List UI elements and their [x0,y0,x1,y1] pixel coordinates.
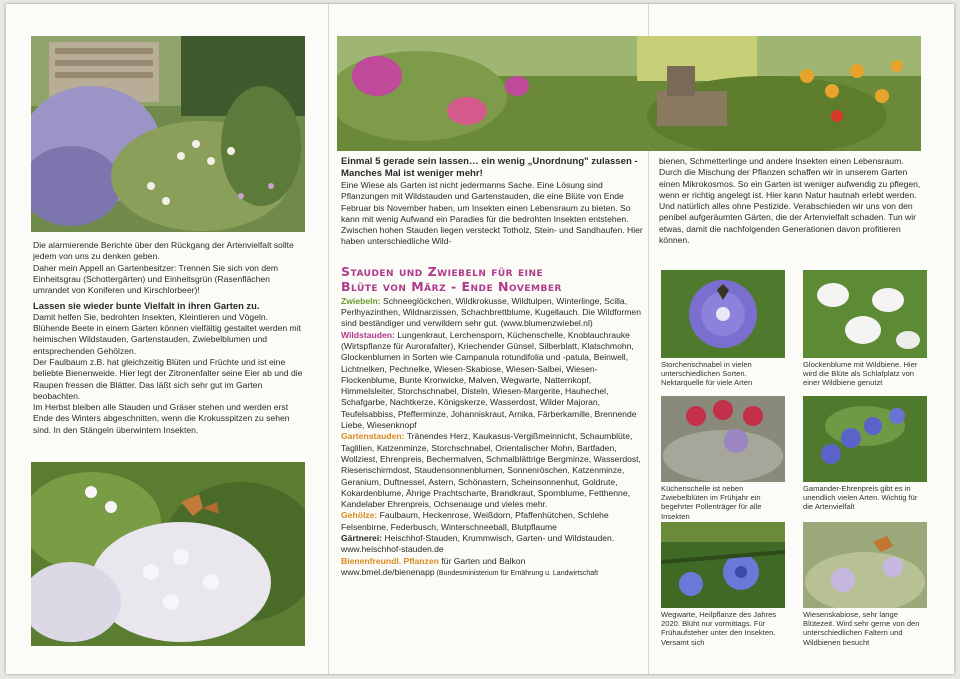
footer-note: (Bundesministerium für Ernährung u. Landwirtschaft [434,569,599,577]
plant-section [341,296,645,330]
photo-caption: Glockenblume mit Wildbiene. Hier wird die Blüte als Schlafplatz von einer Wildbiene genutzt [803,360,918,388]
section-text: Faulbaum, Heckenrose, Weißdorn, Pfaffenhütchen, Schlehe Felsenbirne, Federbusch, Winterschneeball, Blutpflaume [341,510,609,532]
section-label: Wildstauden: [341,329,395,340]
footer-line [341,567,645,579]
body-paragraph: Im Herbst bleiben alle Stauden und Gräser stehen und werden erst Ende des Winters abgeschnitten, wenn die Krokusspitzen zu sehen sind. In den Stängeln überwintern Insekten. [33,402,290,435]
plant-section [341,431,645,510]
section-text: Heischhof-Stauden, Krummwisch, Garten- und Wildstauden. www.heischhof-stauden.de [341,533,615,555]
gamander-ehrenpreis-photo [803,396,927,482]
garden-bench-photo [31,36,305,232]
white-flowers-butterfly-photo [31,462,305,646]
plant-section [341,510,645,533]
section-text: Lungenkraut, Lerchensporn, Küchenschelle, Knoblauchrauke (Wirtspflanze für Aurorafalter), Kriechender Günsel, Silberblatt, Klatschmohn, Glockenblumen in Sorten wie Campanula rotundifolia und -patula, Beinwell, Lichtnelken, Pechnelke, Wiesen-Skabiose, Wiesen-Salbei, Wiesen-Flockenblume, Bunte Kronwicke, Malven, Wegwarte, Natternkopf, Himmelsleiter, Storchschnabel, Disteln, Wiesen-Margerite, Hauhechel, Schafgarbe, Nachtkerze, Königskerze, Wasserdost, Wilder Majoran, Teufelsabbiss, Pfefferminze, Johanniskraut, Arnika, Färberkamille, Brennende Liebe, Wiesenknopf [341,329,637,431]
section-label: Zwiebeln: [341,295,381,306]
section-headline: Stauden und Zwiebeln für eine [341,263,544,279]
section-label: Bienenfreundl. Pflanzen [341,555,439,566]
section-headline: Blüte von März - Ende November [341,278,562,294]
left-text [33,240,305,436]
wiesenskabiose-photo [803,522,927,608]
photo-caption: Storchenschnabel in vielen unterschiedlichen Sorten. Nektarquelle für viele Arten [661,360,753,388]
body-paragraph: Damit helfen Sie, bedrohten Insekten, Kleintieren und Vögeln. [33,311,269,322]
storchschnabel-photo [661,270,785,358]
continued-paragraph: bienen, Schmetterlinge und andere Insekten einen Lebensraum. Durch die Mischung der Pflanzen schaffen wir in unserem Garten einen Mikrokosmos. So ein Garten ist weniger aufwendig zu pflegen, wenn er richtig angelegt ist. Hier kann Natur hautnah erlebt werden. Und natürlich alles ohne Pestizide. Verabschieden wir uns von den penibel aufgeräumten Gärten, die der Artenvielfalt schaden. Tun wir etwas, damit die nachfolgenden Generationen davon profitieren können. [659,156,921,246]
lead-paragraph: Eine Wiese als Garten ist nicht jedermanns Sache. Eine Lösung sind Pflanzungen mit Wildstauden und Gartenstauden, die eine Blüte von Ende Februar bis November haben, um Insekten einen Lebensraum zu bieten. So kann mit wenig Aufwand ein Paradies für die bedrohten Insekten entstehen. Zwischen hohen Stauden liegen versteckt Totholz, Stein- und Sandhaufen. Hier haben unterschiedliche Wild- [341,180,643,247]
wegwarte-photo [661,522,785,608]
section-text: Schneeglöckchen, Wildkrokusse, Wildtulpen, Winterlinge, Scilla, Perlhyazinthen, Wildnarzissen, Schachbrettblume, Kugellauch. Die Wildformen sind beständiger und verwildern sehr gut. (www.blumenzwiebel.nl) [341,295,641,329]
body-paragraph: Der Faulbaum z.B. hat gleichzeitig Blüten und Früchte und ist eine beliebte Bienenweide. Hier legt der Zitronenfalter seine Eier ab und die Raupen fressen die Blätter. Das läßt sich sehr gut im Garten beobachten. [33,356,303,401]
right-text [659,156,921,246]
photo-caption: Gamander-Ehrenpreis gibt es in unendlich vielen Arten. Wichtig für die Artenvielfalt [803,484,918,512]
photo-caption: Wiesenskabiose, sehr lange Blütezeit. Wird sehr gerne von den unterschiedlichen Faltern und Wildbienen besucht [803,610,920,647]
left-column [6,4,328,674]
intro-paragraph: Die alarmierende Berichte über den Rückgang der Artenvielfalt sollte jedem von uns zu denken geben. [33,240,294,262]
plant-section [341,330,645,432]
footer-url: www.bmel.de/bienenapp [341,566,435,577]
photo-caption: Wegwarte, Heilpflanze des Jahres 2020. Blüht nur vormittags. Für Frühaufsteher unter den Insekten. Versamt sich [661,610,777,647]
plant-section [341,556,645,567]
right-column [649,4,954,674]
section-text: für Garten und Balkon [438,555,526,566]
section-label: Gehölze: [341,510,378,521]
glockenblume-photo [803,270,927,358]
section-text: Tränendes Herz, Kaukasus-Vergißmeinnicht, Schaumblüte, Taglilien, Katzenminze, Storchschnabel, Orientalischer Mohn, Bartfaden, Wollziest, Ehrenpreis, Bechermalven, Schmalblättrige Bergminze, Wasserdost, Riesenschirmdost, Staudensonnenblumen, Sonnenröschen, Katzenminze, Geranium, Duftnessel, Astern, Schönastern, Scheinsonnenhut, Goldrute, Kokardenblume, Ährige Prachtscharte, Brandkraut, Spornblume, Fetthenne, Kandelaber Ehrenpreis, Ochsenauge und vieles mehr. [341,431,641,510]
lead-heading: Einmal 5 gerade sein lassen… ein wenig „Unordnung" zulassen - Manches Mal ist weniger mehr! [341,156,638,179]
kuechenschelle-photo [661,396,785,482]
plant-section [341,533,645,556]
section-label: Gärtnerei: [341,533,383,544]
middle-column [329,4,648,674]
flyer-sheet [6,4,954,674]
photo-caption: Küchenschelle ist neben Zwiebelblüten im Frühjahr ein begehrter Pollenträger für alle Insekten [661,484,762,521]
intro-paragraph: Daher mein Appell an Gartenbesitzer: Trennen Sie sich von dem Einheitsgrau (Schottergärten) und Einheitsgrün (Rasenflächen umrandet von Koniferen und Kirschlorbeer)! [33,262,279,296]
body-paragraph: Blühende Beete in einem Garten können vielfältig gestaltet werden mit heimischen Wildstauden, Gartenstauden, Zwiebelblumen und entsprechenden Gehölzen. [33,323,302,356]
middle-text [341,156,645,579]
section-label: Gartenstauden: [341,431,405,442]
bold-heading: Lassen sie wieder bunte Vielfalt in ihren Garten zu. [33,300,260,312]
